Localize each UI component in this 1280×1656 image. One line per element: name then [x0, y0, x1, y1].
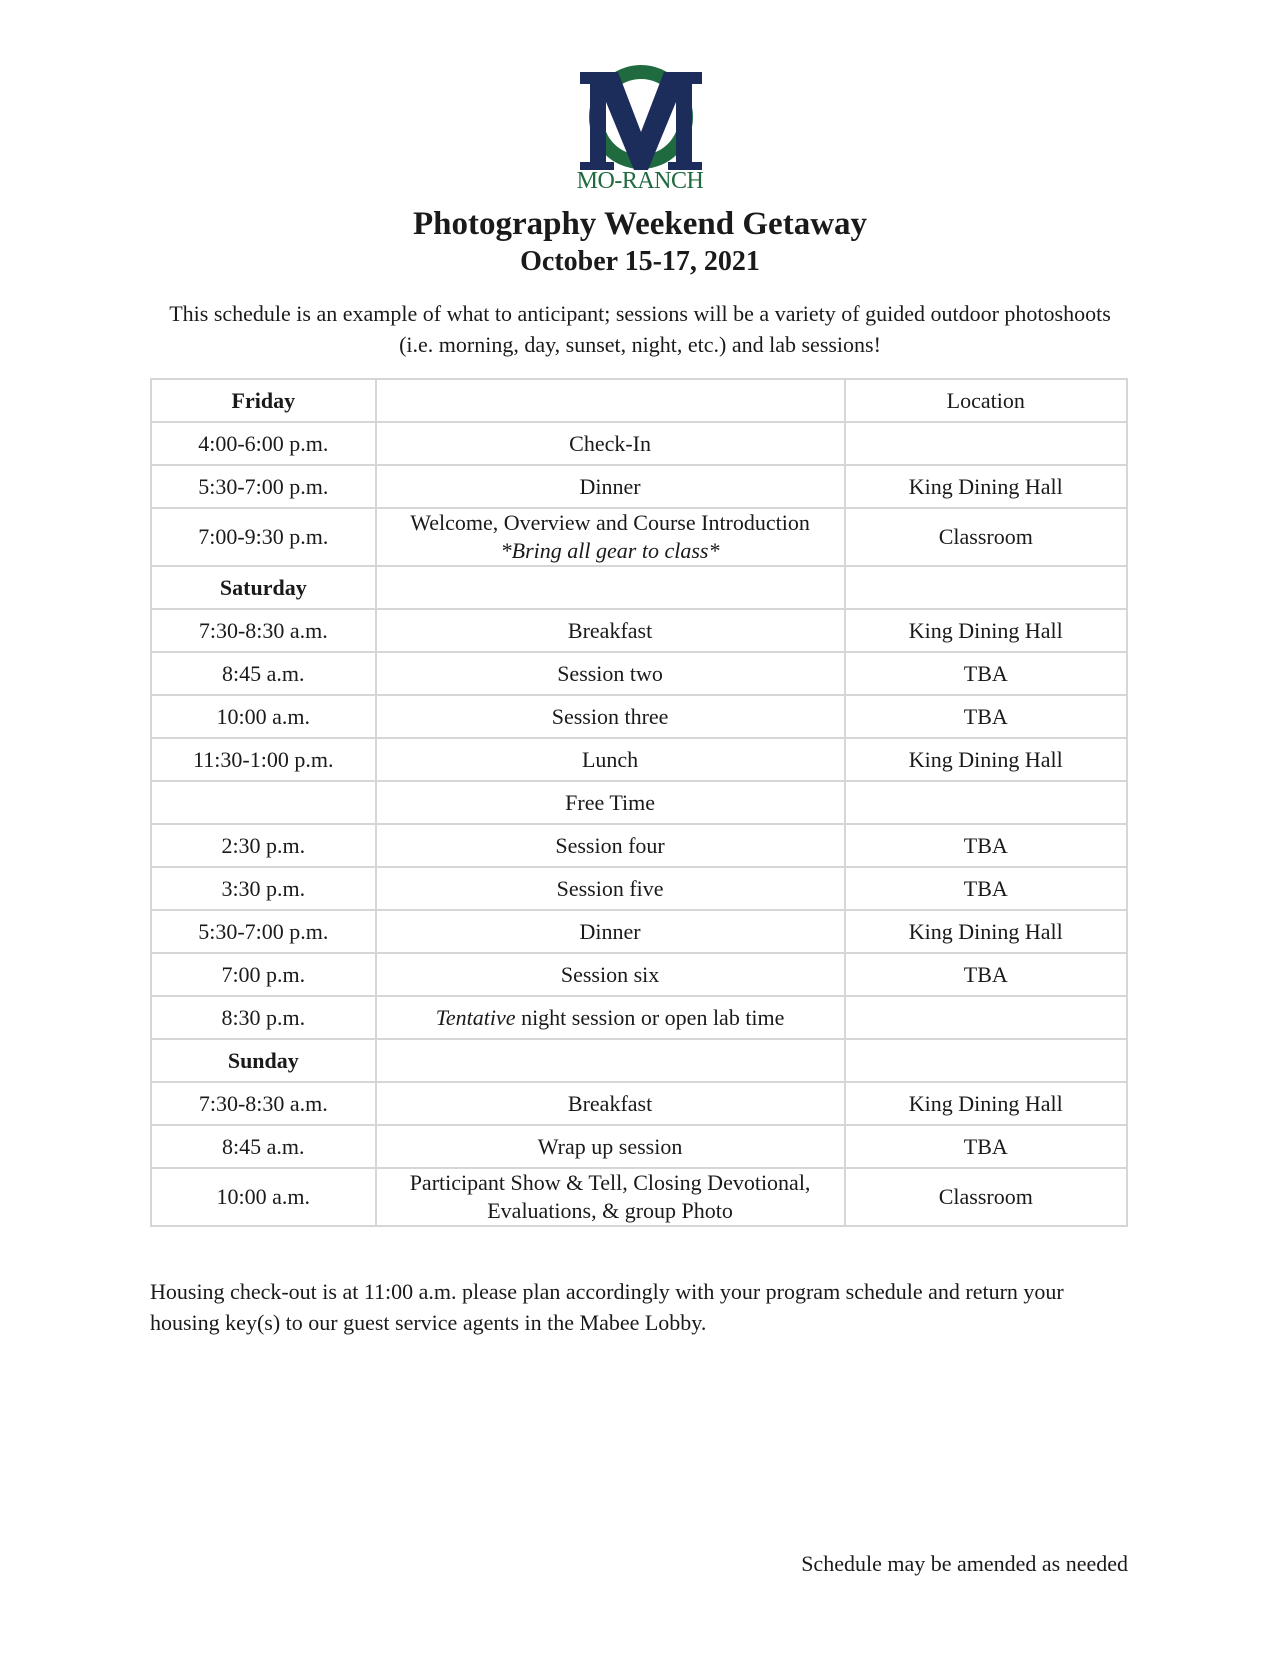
table-row — [151, 910, 1127, 953]
location-cell — [845, 422, 1127, 465]
time-cell: 5:30-7:00 p.m. — [151, 910, 376, 953]
location-cell — [845, 996, 1127, 1039]
table-row — [151, 824, 1127, 867]
event-cell — [376, 1168, 845, 1226]
event-cell — [376, 1039, 845, 1082]
event-text: Dinner — [579, 473, 641, 499]
day-row — [151, 1039, 1127, 1082]
location-cell: TBA — [845, 867, 1127, 910]
time-cell: 8:45 a.m. — [151, 652, 376, 695]
location-cell: King Dining Hall — [845, 609, 1127, 652]
time-cell: 7:00 p.m. — [151, 953, 376, 996]
location-cell: King Dining Hall — [845, 1082, 1127, 1125]
table-row — [151, 781, 1127, 824]
event-cell — [376, 996, 845, 1039]
event-text: Session four — [555, 832, 665, 858]
table-row — [151, 1082, 1127, 1125]
time-cell: 2:30 p.m. — [151, 824, 376, 867]
event-cell — [376, 781, 845, 824]
time-cell: 10:00 a.m. — [151, 695, 376, 738]
event-text: Session six — [560, 961, 660, 987]
time-cell: 4:00-6:00 p.m. — [151, 422, 376, 465]
page-title: Photography Weekend Getaway — [412, 206, 868, 242]
location-cell: King Dining Hall — [845, 465, 1127, 508]
location-cell: Classroom — [845, 508, 1127, 566]
time-cell: 8:30 p.m. — [151, 996, 376, 1039]
checkout-note: Housing check-out is at 11:00 a.m. please plan accordingly with your program schedule and return your housing key(s) to our guest service agents in the Mabee Lobby. — [150, 1279, 1064, 1335]
day-heading: Friday — [151, 379, 376, 422]
event-emphasis: Tentative — [435, 1004, 516, 1030]
table-row — [151, 1125, 1127, 1168]
location-cell: TBA — [845, 824, 1127, 867]
event-cell — [376, 422, 845, 465]
table-row — [151, 1168, 1127, 1226]
location-cell: Classroom — [845, 1168, 1127, 1226]
event-text-line2: Evaluations, & group Photo — [487, 1198, 733, 1223]
time-cell: 7:00-9:30 p.m. — [151, 508, 376, 566]
location-cell: King Dining Hall — [845, 738, 1127, 781]
day-heading: Saturday — [151, 566, 376, 609]
event-cell — [376, 1082, 845, 1125]
location-heading: Location — [845, 379, 1127, 422]
event-text: Session five — [556, 875, 664, 901]
event-text: Free Time — [565, 789, 655, 815]
amend-note: Schedule may be amended as needed — [801, 1551, 1128, 1576]
table-row — [151, 508, 1127, 566]
table-row — [151, 738, 1127, 781]
table-row — [151, 996, 1127, 1039]
table-row — [151, 422, 1127, 465]
event-text: Session two — [557, 660, 663, 686]
table-row — [151, 867, 1127, 910]
location-cell: King Dining Hall — [845, 910, 1127, 953]
time-cell: 3:30 p.m. — [151, 867, 376, 910]
table-row — [151, 652, 1127, 695]
time-cell: 7:30-8:30 a.m. — [151, 1082, 376, 1125]
time-cell: 5:30-7:00 p.m. — [151, 465, 376, 508]
event-text: Lunch — [581, 746, 639, 772]
event-text: Breakfast — [567, 1090, 653, 1116]
table-header-row — [151, 379, 1127, 422]
location-cell: TBA — [845, 953, 1127, 996]
event-cell — [376, 609, 845, 652]
table-row — [151, 695, 1127, 738]
event-cell — [376, 953, 845, 996]
event-cell — [376, 738, 845, 781]
time-cell: 11:30-1:00 p.m. — [151, 738, 376, 781]
event-text: Participant Show & Tell, Closing Devotional, — [409, 1170, 811, 1195]
event-cell — [376, 867, 845, 910]
day-row — [151, 566, 1127, 609]
table-row — [151, 465, 1127, 508]
location-cell — [845, 566, 1127, 609]
location-cell — [845, 781, 1127, 824]
event-text: Wrap up session — [537, 1133, 683, 1159]
intro-text: This schedule is an example of what to anticipant; sessions will be a variety of guided outdoor photoshoots (i.e. morning, day, sunset, night, etc.) and lab sessions! — [169, 301, 1111, 357]
event-text: Welcome, Overview and Course Introduction — [410, 510, 810, 535]
location-cell — [845, 1039, 1127, 1082]
location-cell: TBA — [845, 695, 1127, 738]
day-heading: Sunday — [151, 1039, 376, 1082]
time-cell: 7:30-8:30 a.m. — [151, 609, 376, 652]
time-cell: 10:00 a.m. — [151, 1168, 376, 1226]
event-text: Dinner — [579, 918, 641, 944]
time-cell: 8:45 a.m. — [151, 1125, 376, 1168]
event-cell — [376, 910, 845, 953]
event-cell — [376, 566, 845, 609]
table-row — [151, 609, 1127, 652]
event-cell — [376, 652, 845, 695]
event-cell — [376, 824, 845, 867]
table-row — [151, 953, 1127, 996]
event-text: Check-In — [569, 430, 651, 456]
event-note: *Bring all gear to class* — [500, 538, 720, 563]
event-cell — [376, 508, 845, 566]
event-text: night session or open lab time — [515, 1004, 785, 1030]
event-cell — [376, 695, 845, 738]
event-date: October 15-17, 2021 — [520, 246, 760, 277]
location-cell: TBA — [845, 652, 1127, 695]
event-text: Session three — [551, 703, 669, 729]
logo-wordmark: MO-RANCH — [576, 168, 704, 194]
time-cell — [151, 781, 376, 824]
event-cell — [376, 465, 845, 508]
event-text: Breakfast — [567, 617, 653, 643]
location-cell: TBA — [845, 1125, 1127, 1168]
event-heading — [376, 379, 845, 422]
schedule-table — [150, 378, 1128, 1227]
event-cell — [376, 1125, 845, 1168]
